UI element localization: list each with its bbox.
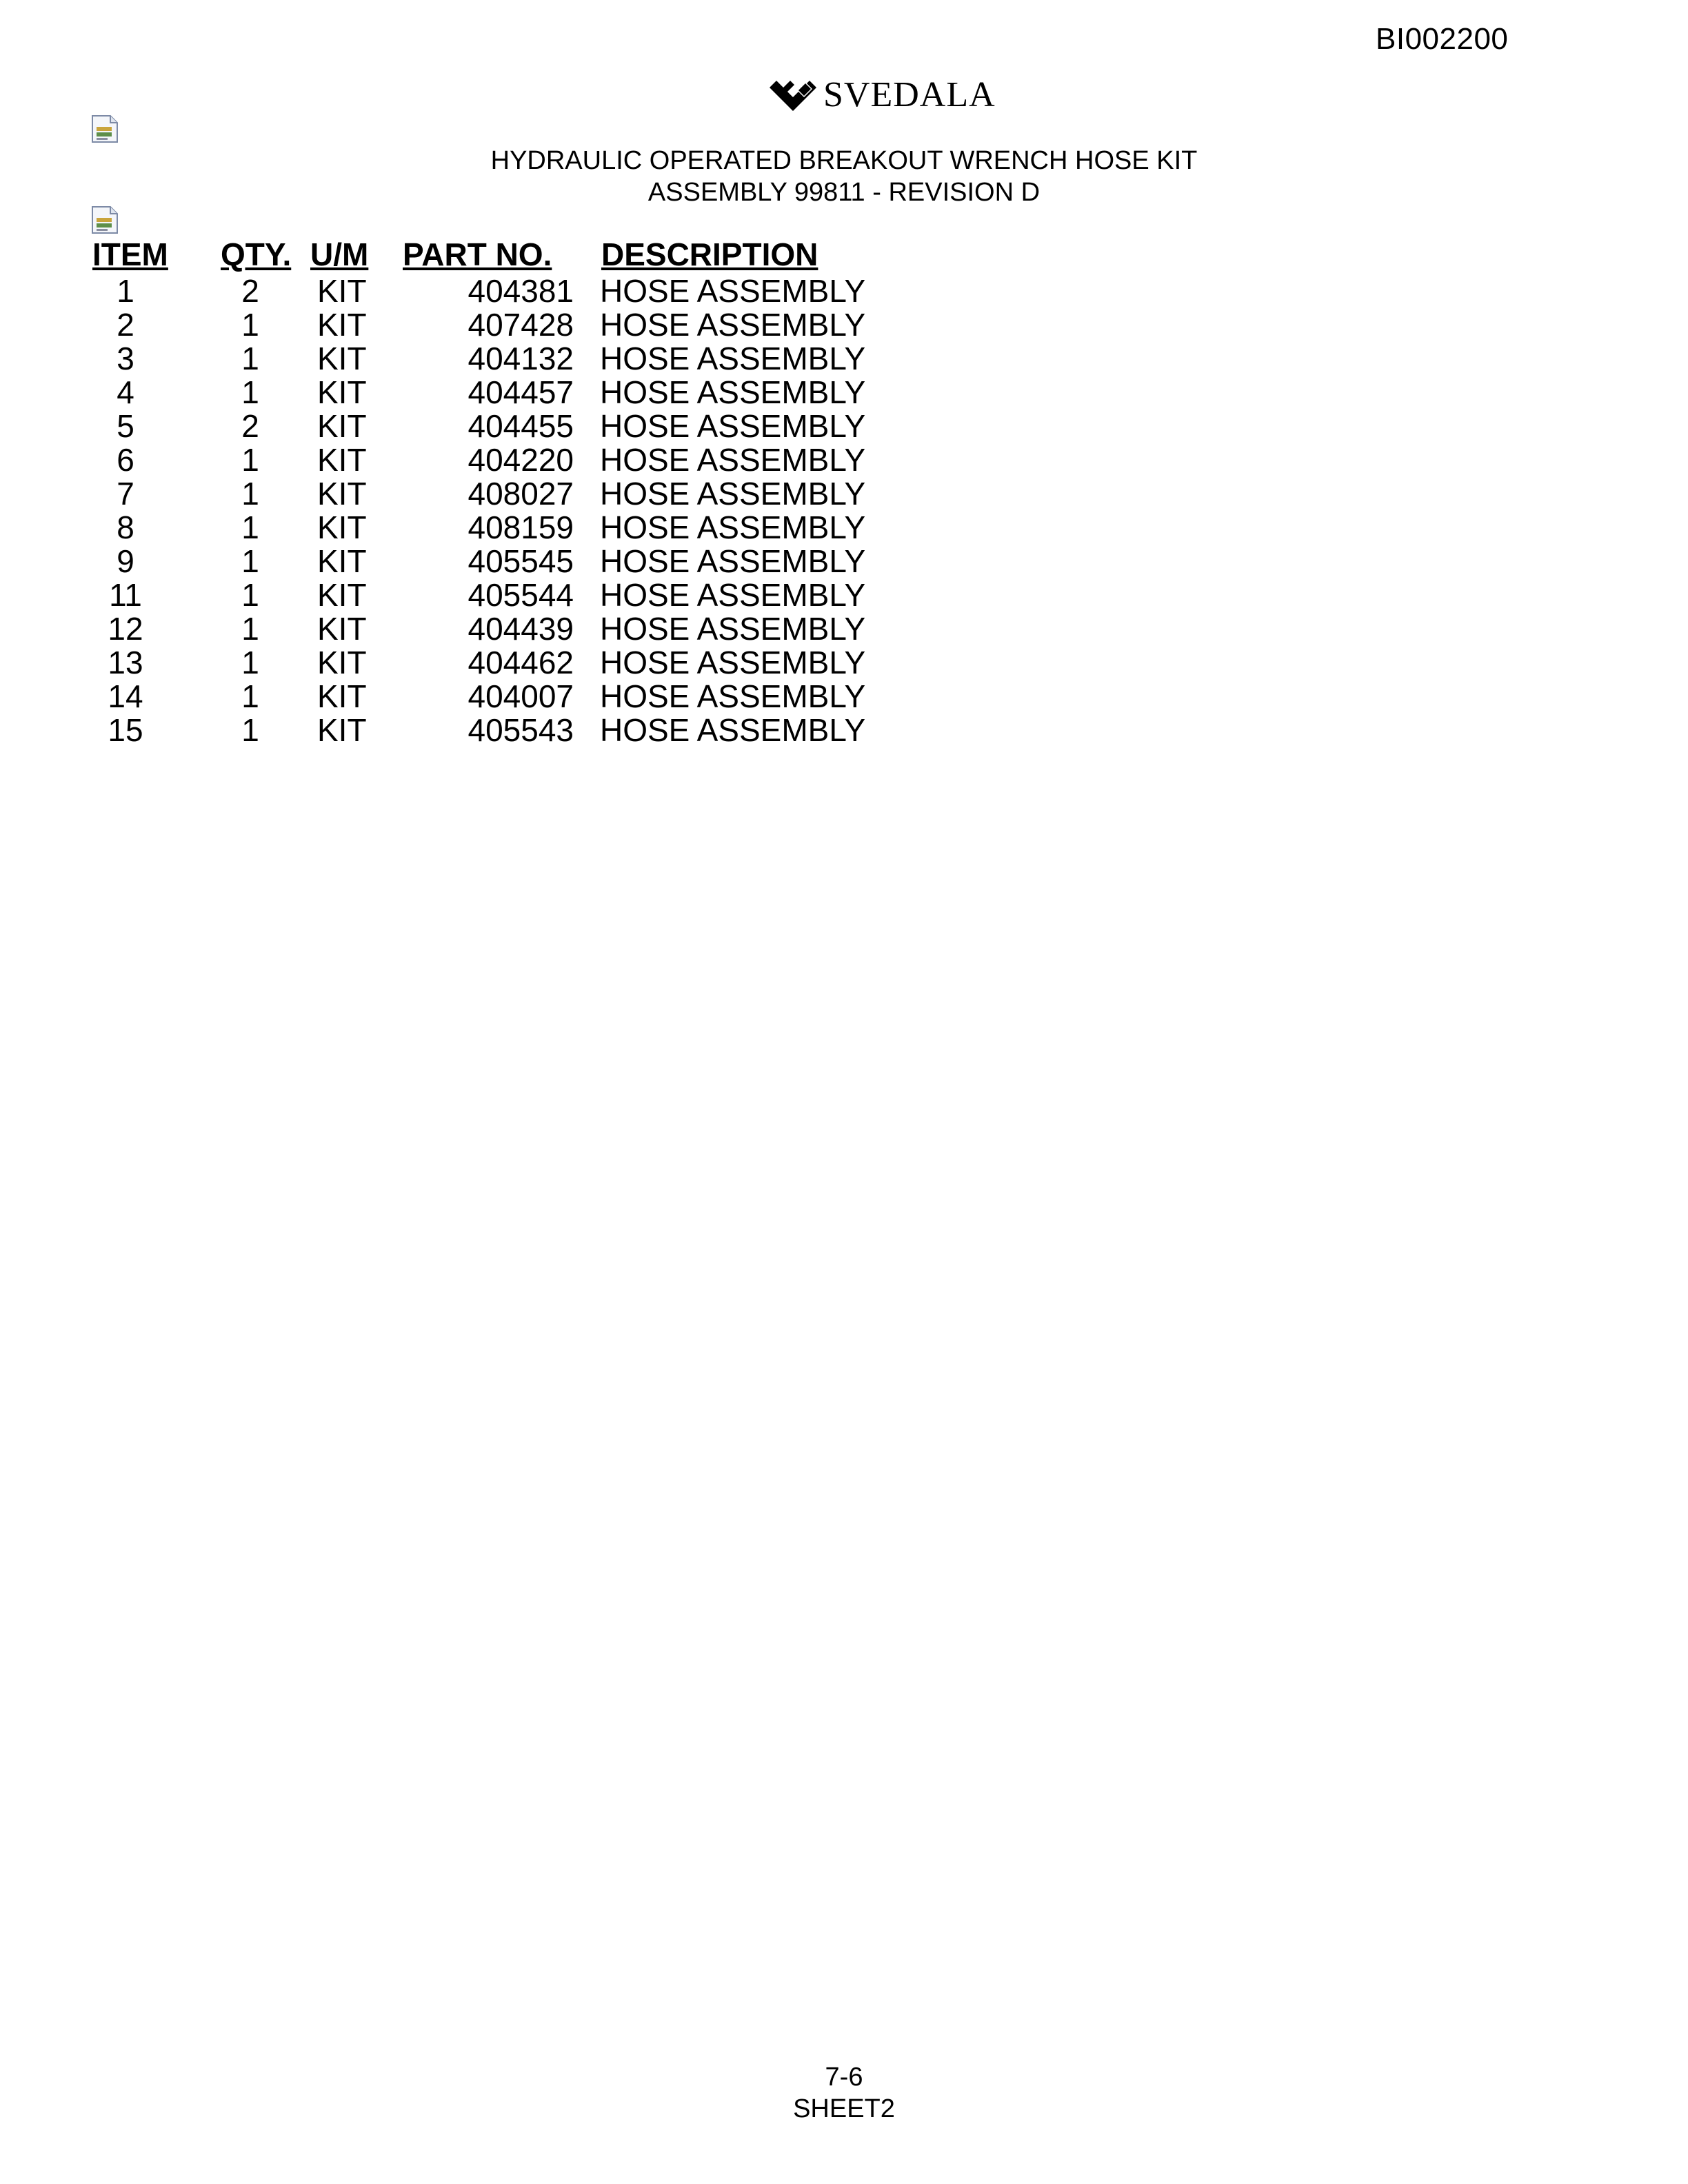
cell-description: HOSE ASSEMBLY [600, 476, 866, 512]
parts-list-table [92, 234, 865, 747]
cell-description: HOSE ASSEMBLY [600, 543, 866, 579]
cell-um: KIT [317, 442, 367, 478]
cell-part-no: 404220 [468, 442, 574, 478]
cell-qty: 1 [241, 307, 259, 343]
cell-part-no: 404132 [468, 341, 574, 376]
cell-part-no: 404457 [468, 374, 574, 410]
cell-item: 7 [117, 476, 134, 512]
cell-description: HOSE ASSEMBLY [600, 611, 866, 647]
cell-qty: 1 [241, 611, 259, 647]
cell-qty: 1 [241, 712, 259, 748]
cell-item: 3 [117, 341, 134, 376]
table-row [92, 545, 865, 578]
broken-image-icon [91, 205, 119, 234]
cell-qty: 1 [241, 374, 259, 410]
cell-part-no: 405544 [468, 577, 574, 613]
table-row [92, 376, 865, 410]
table-row [92, 342, 865, 376]
table-row [92, 680, 865, 714]
cell-part-no: 407428 [468, 307, 574, 343]
cell-item: 6 [117, 442, 134, 478]
table-header-row [92, 234, 865, 274]
title-line-1: HYDRAULIC OPERATED BREAKOUT WRENCH HOSE KIT [490, 146, 1198, 175]
cell-qty: 2 [241, 273, 259, 309]
header-description: DESCRIPTION [601, 236, 818, 272]
cell-part-no: 408027 [468, 476, 574, 512]
cell-um: KIT [317, 577, 367, 613]
cell-description: HOSE ASSEMBLY [600, 374, 866, 410]
cell-item: 13 [108, 645, 143, 680]
company-logo [767, 77, 996, 113]
title-line-2: ASSEMBLY 99811 - REVISION D [647, 178, 1041, 207]
cell-item: 11 [109, 577, 142, 613]
cell-part-no: 404007 [468, 678, 574, 714]
cell-part-no: 404439 [468, 611, 574, 647]
page-footer [0, 2061, 1688, 2125]
cell-item: 1 [117, 273, 134, 309]
cell-qty: 1 [241, 341, 259, 376]
cell-item: 5 [117, 408, 134, 444]
cell-part-no: 404462 [468, 645, 574, 680]
cell-description: HOSE ASSEMBLY [600, 509, 866, 545]
table-row [92, 443, 865, 477]
cell-qty: 2 [241, 408, 259, 444]
cell-qty: 1 [241, 543, 259, 579]
cell-part-no: 405543 [468, 712, 574, 748]
cell-um: KIT [317, 678, 367, 714]
document-title [0, 145, 1688, 208]
page-number: 7-6 [825, 2063, 863, 2092]
cell-description: HOSE ASSEMBLY [600, 442, 866, 478]
cell-part-no: 404455 [468, 408, 574, 444]
table-row [92, 714, 865, 747]
cell-um: KIT [317, 307, 367, 343]
header-qty: QTY. [221, 236, 292, 272]
cell-um: KIT [317, 611, 367, 647]
cell-item: 4 [117, 374, 134, 410]
cell-description: HOSE ASSEMBLY [600, 712, 866, 748]
cell-qty: 1 [241, 476, 259, 512]
cell-qty: 1 [241, 442, 259, 478]
cell-item: 14 [108, 678, 143, 714]
table-row [92, 511, 865, 545]
svedala-heart-logo-icon [767, 78, 819, 112]
cell-description: HOSE ASSEMBLY [600, 645, 866, 680]
cell-item: 8 [117, 509, 134, 545]
sheet-label: SHEET2 [793, 2094, 895, 2123]
cell-qty: 1 [241, 678, 259, 714]
table-row [92, 578, 865, 612]
broken-image-icon [91, 114, 119, 143]
cell-item: 12 [108, 611, 143, 647]
document-id: BI002200 [1376, 22, 1509, 56]
cell-um: KIT [317, 543, 367, 579]
cell-description: HOSE ASSEMBLY [600, 408, 866, 444]
cell-um: KIT [317, 341, 367, 376]
cell-item: 9 [117, 543, 134, 579]
cell-um: KIT [317, 273, 367, 309]
cell-item: 15 [108, 712, 143, 748]
table-row [92, 477, 865, 511]
cell-um: KIT [317, 476, 367, 512]
logo-wordmark: SVEDALA [823, 75, 996, 114]
cell-qty: 1 [241, 645, 259, 680]
cell-qty: 1 [241, 509, 259, 545]
cell-description: HOSE ASSEMBLY [600, 678, 866, 714]
cell-item: 2 [117, 307, 134, 343]
cell-qty: 1 [241, 577, 259, 613]
cell-um: KIT [317, 712, 367, 748]
cell-part-no: 405545 [468, 543, 574, 579]
header-um: U/M [310, 236, 369, 272]
cell-um: KIT [317, 408, 367, 444]
table-row [92, 274, 865, 308]
table-row [92, 646, 865, 680]
cell-um: KIT [317, 645, 367, 680]
table-row [92, 612, 865, 646]
cell-um: KIT [317, 509, 367, 545]
table-row [92, 308, 865, 342]
cell-description: HOSE ASSEMBLY [600, 273, 866, 309]
cell-part-no: 408159 [468, 509, 574, 545]
cell-description: HOSE ASSEMBLY [600, 341, 866, 376]
cell-part-no: 404381 [468, 273, 574, 309]
cell-um: KIT [317, 374, 367, 410]
header-part-no: PART NO. [403, 236, 552, 272]
cell-description: HOSE ASSEMBLY [600, 577, 866, 613]
cell-description: HOSE ASSEMBLY [600, 307, 866, 343]
table-row [92, 410, 865, 443]
header-item: ITEM [92, 236, 168, 272]
